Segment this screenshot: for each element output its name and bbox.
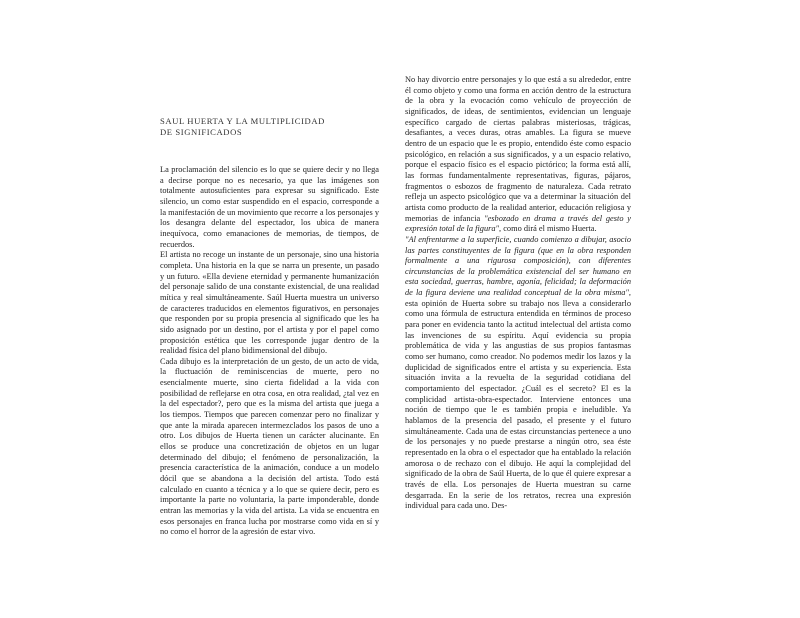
right-paragraph-1-text: No hay divorcio entre personajes y lo que está a su alrededor, entre él como objeto y como una forma en acción dentro de la estructura de la obra y la evocación como vehículo de proyección de significados, de ideas, de sentimientos, evidencian un lenguaje específico cargado de ciertas palabras misteriosas, trágicas, desafiantes, a veces duras, otras amables. La figura se mueve dentro de un espacio que le es propio, entendido éste como espacio psicológico, en relación a sus significados, y a un espacio relativo, porque el espacio físico es el espacio pictórico; la forma está allí, las formas fundamentalmente representativas, figuras, pájaros, fragmentos o esbozos de fragmento de naturaleza. Cada retrato refleja un aspecto psicológico que va a determinar la situación del artista como producto de la realidad anterior, educación religiosa y memorias de infancia <box>405 75 631 223</box>
left-column <box>160 165 379 538</box>
right-paragraph-1 <box>405 75 631 235</box>
right-paragraph-2-text: , esta opinión de Huerta sobre su trabajo nos lleva a considerarlo como una fórmula de estructura entendida en términos de proceso para poner en evidencia tanto la actitud intelectual del artista como las invenciones de su espíritu. Aquí evidencia su propia problemática de vida y las angustias de sus propios fantasmas como ser humano, como creador. No podemos medir los lazos y la duplicidad de significados entre el artista y su experiencia. Esta situación invita a la revuelta de la seguridad cotidiana del comportamiento del espectador. ¿Cuál es el secreto? El es la complicidad artista-obra-espectador. Interviene entonces una noción de tiempo que le es también propia e ineludible. Ya hablamos de la presencia del pasado, el presente y el futuro simultáneamente. Cada una de estas circunstancias pertenece a uno de los personajes y no puede prestarse a ningún otro, sea éste representado en la obra o el espectador que ha entablado la relación amorosa o de rechazo con el dibujo. He aquí la complejidad del significado de la obra de Saúl Huerta, de lo que él quiere expresar a través de ella. Los personajes de Huerta muestran su carne desgarrada. En la serie de los retratos, recrea una expresión individual para cada uno. Des- <box>405 288 631 511</box>
article-title-line-1: SAUL HUERTA Y LA MULTIPLICIDAD <box>160 116 325 126</box>
article-title-line-2: DE SIGNIFICADOS <box>160 127 243 137</box>
huerta-quote: "Al enfrentarme a la superficie, cuando comienzo a dibujar, asocio las partes constituyentes de la figura (que en la obra responden formalmente a una rigurosa composición), con diferentes circunstancias de la problemática existencial del ser humano en esta sociedad, guerras, hambre, agonía, felicidad; la deformación de la figura deviene una realidad conceptual de la obra misma" <box>405 234 631 298</box>
right-paragraph-1-end: , como dirá el mismo Huerta. <box>499 224 597 234</box>
left-paragraph-3: Cada dibujo es la interpretación de un gesto, de un acto de vida, la fluctuación de reminiscencias de muerte, pero no esencialmente muerte, sino cierta fidelidad a la vida con posibilidad de reflejarse en otra cosa, en otra realidad, ¿tal vez en la del espectador?, pero que es la misma del artista que juega a los tiempos. Tiempos que parecen comenzar pero no finalizar y que ante la mirada aparecen intermezclados los pasos de uno a otro. Los dibujos de Huerta tienen un carácter alucinante. En ellos se produce una concretización de objetos en un lugar determinado del dibujo; el fenómeno de personalización, la presencia característica de la animación, conduce a un modelo dócil que se abandona a la decisión del artista. Todo está calculado en cuanto a técnica y a lo que se quiere decir, pero es importante la parte no voluntaria, la parte imponderable, donde entran las memorias y la vida del artista. La vida se encuentra en esos personajes en franca lucha por mostrarse como vida en sí y no como el horror de la agresión de estar vivo. <box>160 356 379 537</box>
left-paragraph-2: El artista no recoge un instante de un personaje, sino una historia completa. Una historia en la que se narra un presente, un pasado y un futuro. «Ella deviene eternidad y permanente humanización del personaje salido de una constante existencial, de una realidad mítica y real simultáneamente. Saúl Huerta muestra un universo de caracteres traducidos en elementos figurativos, en personajes que responden por su propia presencia al significado que les ha sido asignado por un destino, por el artista y por el papel como proposición estética que les corresponde jugar dentro de la realidad física del plano bidimensional del dibujo. <box>160 250 379 356</box>
right-paragraph-2 <box>405 235 631 512</box>
left-paragraph-1: La proclamación del silencio es lo que se quiere decir y no llega a decirse porque no es necesario, ya que las imágenes son totalmente autosuficientes para expresar su significado. Este silencio, un como estar suspendido en el espacio, corresponde a la manifestación de un movimiento que recorre a los personajes y los desangra delante del espectador, los ubica de manera inequívoca, como emanaciones de memorias, de tiempos, de recuerdos. <box>160 165 379 249</box>
right-paragraph-1-quote: "esbozado en drama a través del gesto y expresión total de la figura" <box>405 213 631 234</box>
right-column <box>405 75 631 512</box>
article-title <box>160 116 400 138</box>
